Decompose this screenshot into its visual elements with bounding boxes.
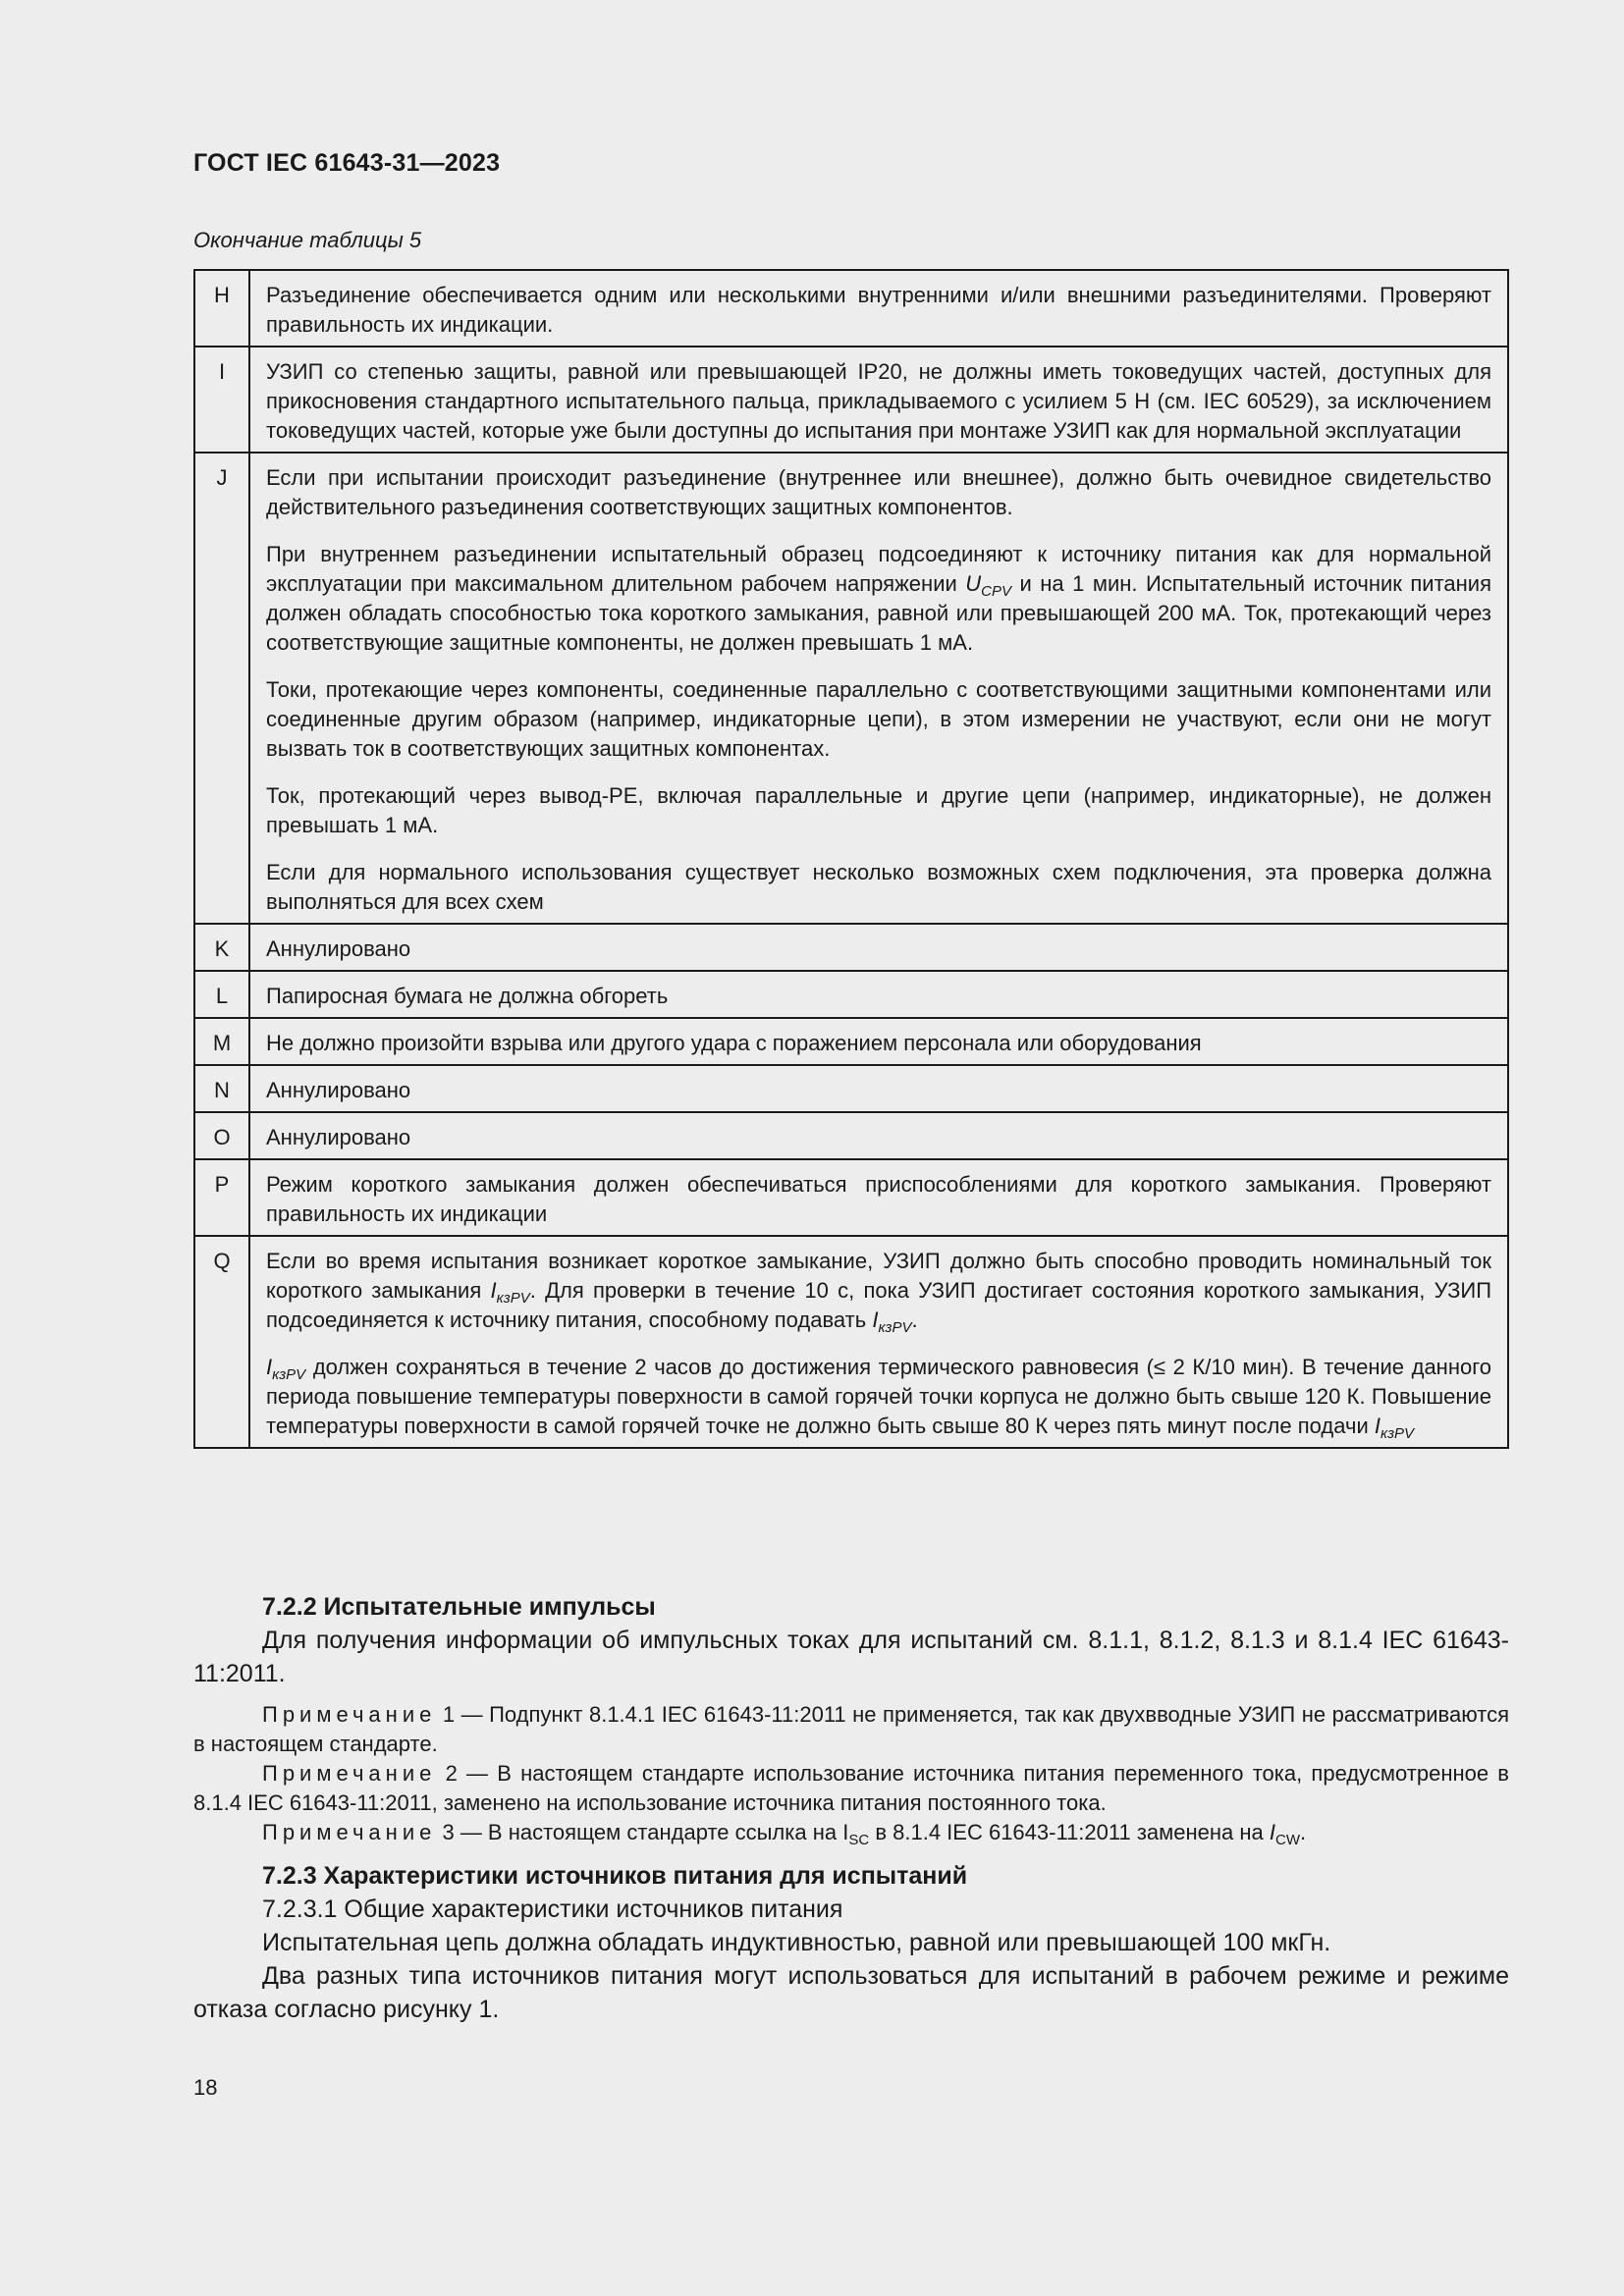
current-symbol: [1374, 1414, 1415, 1442]
row-paragraph: Если при испытании происходит разъединение (внутреннее или внешнее), должно быть очевидное свидетельство действительного разъединения соответствующих защитных компонентов.: [266, 465, 1491, 519]
row-code: K: [194, 924, 249, 971]
paragraph-fragment: и на 1 мин. Испытательный источник питания должен обладать способностью тока короткого замыкания, равной или превышающей 200 мА. Ток, протекающий через соответствующие защитные компоненты, не должен превышать 1 мА.: [266, 571, 1491, 655]
section-paragraph: Два разных типа источников питания могут использоваться для испытаний в рабочем режиме и режиме отказа согласно рисунку 1.: [193, 1962, 1509, 2023]
row-paragraph: Разъединение обеспечивается одним или несколькими внутренними и/или внешними разъединителями. Проверяют правильность их индикации.: [266, 283, 1491, 337]
row-code: I: [194, 347, 249, 453]
paragraph-fragment: Если во время испытания возникает короткое замыкание, УЗИП должно быть способно проводить номинальный ток короткого замыкания: [266, 1249, 1491, 1303]
row-paragraph: [266, 540, 1491, 658]
row-paragraph: Токи, протекающие через компоненты, соединенные параллельно с соответствующими защитными компонентами или соединенные другим образом (например, индикаторные цепи), в этом измерении не участвуют, если они не могут вызвать ток в соответствующих защитных компонентах.: [266, 677, 1491, 761]
row-paragraph: Аннулировано: [266, 1078, 411, 1102]
row-code: H: [194, 270, 249, 347]
note-label: Примечание: [262, 1761, 437, 1786]
section-heading: 7.2.2 Испытательные импульсы: [262, 1593, 656, 1621]
note-text: 2 — В настоящем стандарте использование источника питания переменного тока, предусмотренное в 8.1.4 IEC 61643-11:2011, заменено на использование источника питания постоянного тока.: [193, 1761, 1509, 1815]
row-paragraph: Аннулировано: [266, 936, 411, 961]
row-paragraph: Аннулировано: [266, 1125, 411, 1149]
table-row: [194, 347, 1508, 453]
table-row: [194, 924, 1508, 971]
row-text: [249, 1112, 1508, 1159]
row-text: [249, 1236, 1508, 1448]
page-number: 18: [193, 2075, 218, 2100]
current-symbol: [266, 1355, 306, 1383]
note-text: 1 — Подпункт 8.1.4.1 IEC 61643-11:2011 не применяется, так как двухвводные УЗИП не рассматриваются в настоящем стандарте.: [193, 1702, 1509, 1756]
symbol-subscript: CW: [1275, 1832, 1301, 1848]
paragraph-fragment: .: [911, 1308, 918, 1332]
note-text: в 8.1.4 IEC 61643-11:2011 заменена на: [875, 1820, 1264, 1844]
symbol-subscript: кзPV: [496, 1290, 530, 1307]
current-symbol: [490, 1278, 530, 1307]
paragraph-fragment: . Для проверки в течение 10 с, пока УЗИП достигает состояния короткого замыкания, УЗИП подсоединяется к источнику питания, способному подавать: [266, 1278, 1491, 1332]
section-paragraph: Испытательная цепь должна обладать индуктивностью, равной или превышающей 100 мкГн.: [262, 1929, 1331, 1956]
row-paragraph: Если для нормального использования существует несколько возможных схем подключения, эта проверка должна выполняться для всех схем: [266, 860, 1491, 914]
row-text: [249, 971, 1508, 1018]
row-paragraph: Ток, протекающий через вывод-PE, включая параллельные и другие цепи (например, индикаторные), не должен превышать 1 мА.: [266, 783, 1491, 837]
paragraph-fragment: При внутреннем разъединении испытательный образец подсоединяют к источнику питания как для нормальной эксплуатации при максимальном длительном рабочем напряжении: [266, 542, 1491, 596]
table-row: [194, 1236, 1508, 1448]
row-paragraph: Режим короткого замыкания должен обеспечиваться приспособлениями для короткого замыкания. Проверяют правильность их индикации: [266, 1172, 1491, 1226]
row-text: [249, 453, 1508, 924]
note-text: 3 — В настоящем стандарте ссылка на: [442, 1820, 838, 1844]
row-code: M: [194, 1018, 249, 1065]
row-code: Q: [194, 1236, 249, 1448]
section-heading: 7.2.3 Характеристики источников питания для испытаний: [262, 1862, 968, 1890]
paragraph-fragment: должен сохраняться в течение 2 часов до достижения термического равновесия (≤ 2 К/10 мин). В течение данного периода повышение температуры поверхности в самой горячей точки корпуса не должно быть свыше 120 К. Повышение температуры поверхности в самой горячей точке не должно быть свыше 80 К через пять минут после подачи: [266, 1355, 1491, 1438]
symbol-subscript: кзPV: [272, 1366, 306, 1383]
table-caption: Окончание таблицы 5: [193, 228, 422, 252]
symbol-subscript: SC: [848, 1832, 870, 1848]
note-2: [193, 1759, 1509, 1818]
symbol-subscript: кзPV: [878, 1319, 912, 1336]
table-row: [194, 270, 1508, 347]
symbol-letter: U: [965, 571, 982, 596]
table-row: [194, 1065, 1508, 1112]
row-paragraph: [266, 1247, 1491, 1335]
symbol-letter: I: [490, 1278, 497, 1303]
symbol-letter: I: [842, 1820, 849, 1844]
row-paragraph: УЗИП со степенью защиты, равной или превышающей IP20, не должны иметь токоведущих частей, доступных для прикосновения стандартного испытательного пальца, прикладываемого с усилием 5 Н (см. IEC 60529), за исключением токоведущих частей, которые уже были доступны до испытания при монтаже УЗИП как для нормальной эксплуатации: [266, 359, 1491, 443]
row-text: [249, 1018, 1508, 1065]
requirements-table: [193, 269, 1509, 1449]
row-code: L: [194, 971, 249, 1018]
symbol-letter: I: [1269, 1820, 1276, 1844]
note-label: Примечание: [262, 1820, 437, 1844]
note-3: [193, 1818, 1509, 1847]
symbol-letter: I: [1374, 1414, 1380, 1438]
note-label: Примечание: [262, 1702, 437, 1727]
row-code: J: [194, 453, 249, 924]
table-row: [194, 971, 1508, 1018]
table-row: [194, 1018, 1508, 1065]
row-paragraph: Не должно произойти взрыва или другого удара с поражением персонала или оборудования: [266, 1031, 1202, 1055]
row-text: [249, 347, 1508, 453]
symbol-subscript: CPV: [981, 583, 1011, 600]
note-text: .: [1300, 1820, 1307, 1844]
symbol-letter: I: [266, 1355, 273, 1379]
subsection-heading: 7.2.3.1 Общие характеристики источников питания: [262, 1896, 843, 1923]
table-row: [194, 453, 1508, 924]
voltage-symbol: [965, 571, 1011, 600]
symbol-letter: I: [872, 1308, 879, 1332]
symbol-subscript: кзPV: [1380, 1425, 1415, 1442]
table-row: [194, 1159, 1508, 1236]
row-text: [249, 1159, 1508, 1236]
row-text: [249, 1065, 1508, 1112]
row-code: P: [194, 1159, 249, 1236]
row-text: [249, 270, 1508, 347]
row-paragraph: Папиросная бумага не должна обгореть: [266, 984, 669, 1008]
row-code: N: [194, 1065, 249, 1112]
section-paragraph: Для получения информации об импульсных токах для испытаний см. 8.1.1, 8.1.2, 8.1.3 и 8.1.4 IEC 61643-11:2011.: [193, 1627, 1509, 1687]
note-1: [193, 1700, 1509, 1759]
row-text: [249, 924, 1508, 971]
table-row: [194, 1112, 1508, 1159]
section-body: [193, 1590, 1509, 2026]
document-header: ГОСТ IEC 61643-31—2023: [193, 149, 501, 177]
current-symbol: [872, 1308, 912, 1336]
row-paragraph: [266, 1353, 1491, 1441]
row-code: O: [194, 1112, 249, 1159]
